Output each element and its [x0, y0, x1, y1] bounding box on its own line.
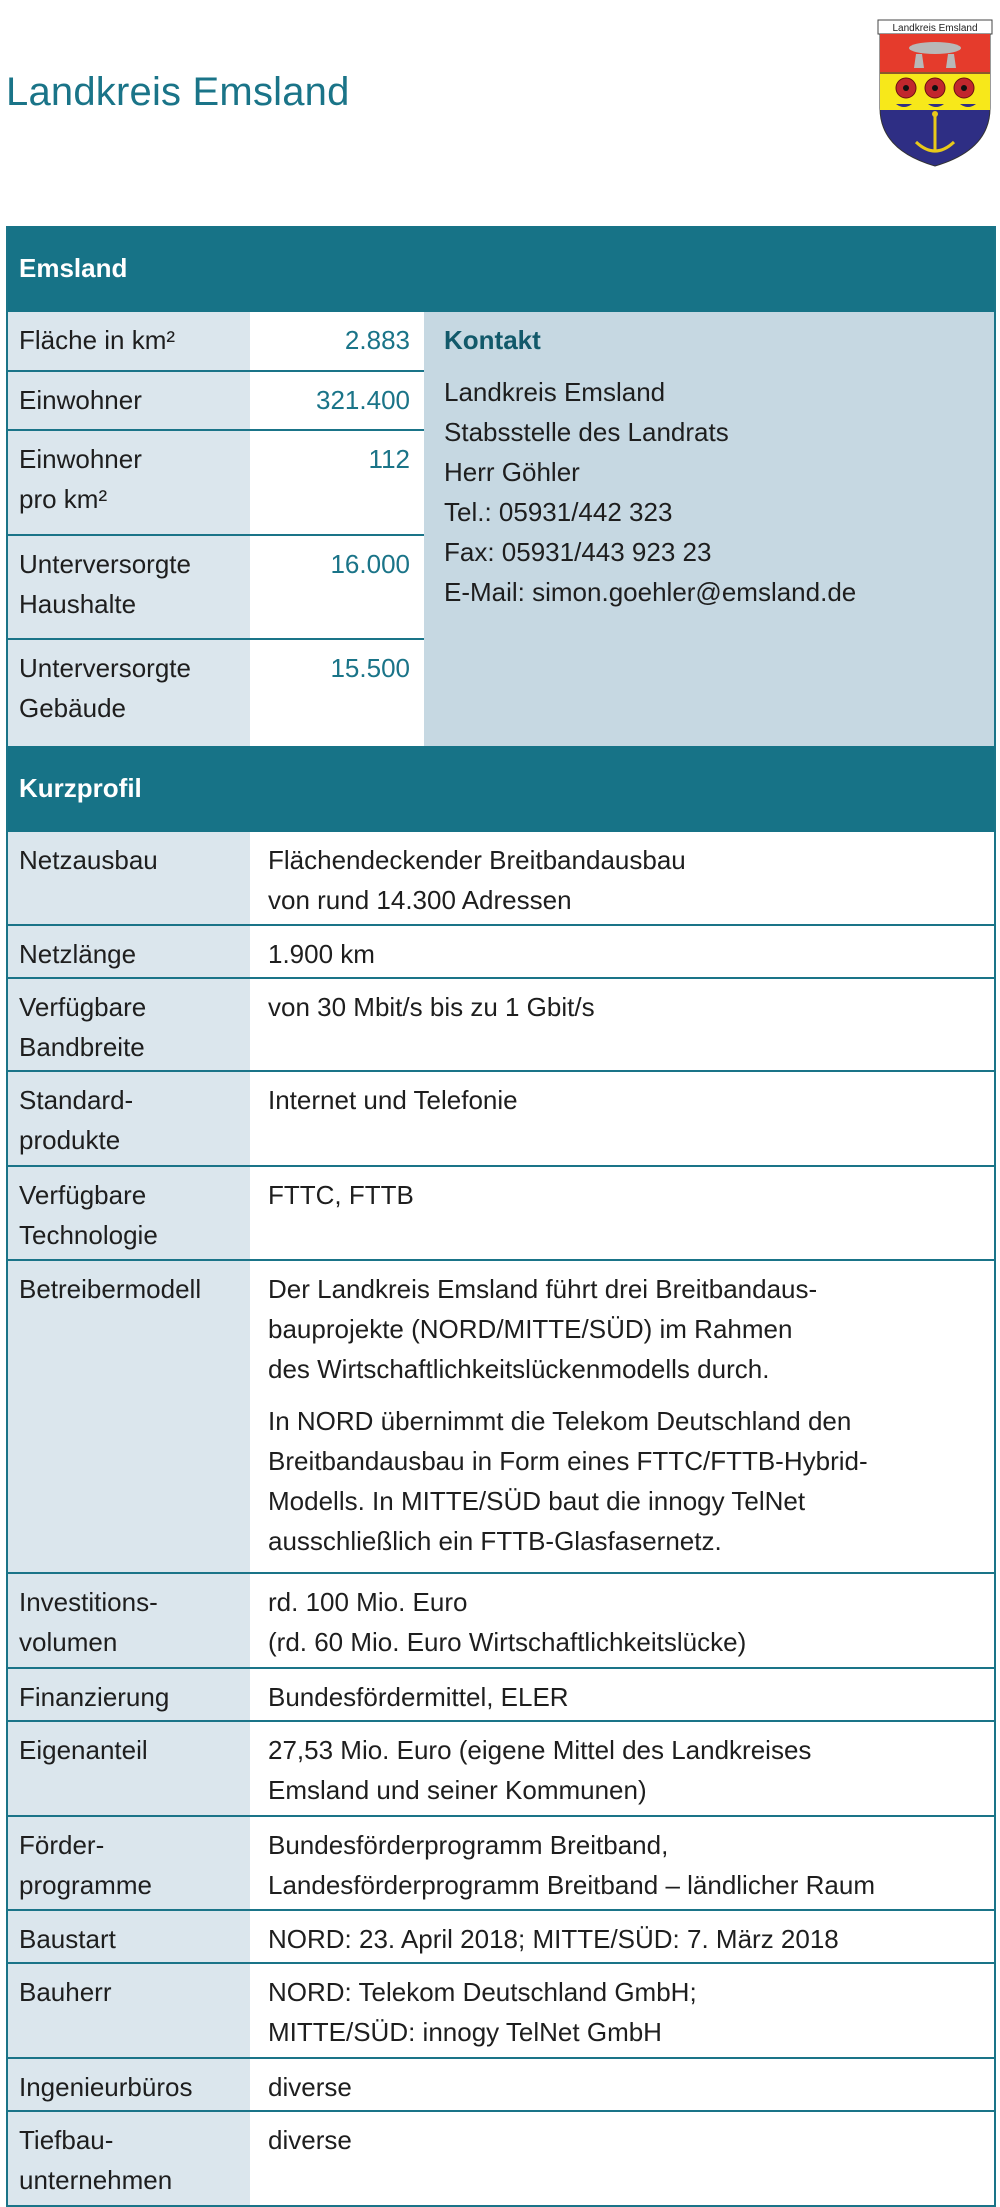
stat-label: Einwohner pro km²	[8, 431, 250, 534]
row-value	[250, 2059, 994, 2110]
row-value-paragraph: Bundesförderprogramm Breitband, Landesförderprogramm Breitband – ländlicher Raum	[268, 1830, 875, 1900]
row-label: Baustart	[8, 1911, 250, 1962]
kurzprofil-section	[6, 746, 996, 2207]
table-row	[8, 1964, 994, 2059]
row-value	[250, 2112, 994, 2205]
stat-label: Fläche in km²	[8, 312, 250, 370]
stat-value: 15.500	[250, 640, 424, 746]
stat-value: 112	[250, 431, 424, 534]
stat-row	[8, 431, 424, 536]
row-value-paragraph: 1.900 km	[268, 939, 375, 969]
row-value	[250, 1817, 994, 1909]
row-value-paragraph: Internet und Telefonie	[268, 1085, 518, 1115]
row-label: Eigenanteil	[8, 1722, 250, 1815]
row-value-paragraph: In NORD übernimmt die Telekom Deutschland den Breitbandausbau in Form eines FTTC/FTTB-Hybrid- Modells. In MITTE/SÜD baut die innogy TelNet ausschließlich ein FTTB-Glasfasernetz.	[268, 1406, 868, 1556]
row-label: Betreibermodell	[8, 1261, 250, 1572]
row-value-paragraph: rd. 100 Mio. Euro (rd. 60 Mio. Euro Wirtschaftlichkeitslücke)	[268, 1587, 747, 1657]
contact-person: Herr Göhler	[444, 457, 580, 487]
row-value-paragraph: 27,53 Mio. Euro (eigene Mittel des Landkreises Emsland und seiner Kommunen)	[268, 1735, 812, 1805]
emsland-heading: Emsland	[8, 226, 994, 312]
stat-label: Unterversorgte Haushalte	[8, 536, 250, 638]
contact-fax: Fax: 05931/443 923 23	[444, 537, 712, 567]
row-value-paragraph: diverse	[268, 2072, 352, 2102]
row-value	[250, 1964, 994, 2057]
stat-label: Einwohner	[8, 372, 250, 429]
table-row	[8, 1167, 994, 1261]
table-row	[8, 2112, 994, 2207]
table-row	[8, 979, 994, 1072]
row-value-paragraph: von 30 Mbit/s bis zu 1 Gbit/s	[268, 992, 595, 1022]
row-value-paragraph: diverse	[268, 2125, 352, 2155]
row-label: Netzlänge	[8, 926, 250, 977]
row-value	[250, 1722, 994, 1815]
row-value	[250, 926, 994, 977]
row-label: Netzausbau	[8, 832, 250, 924]
row-value	[250, 979, 994, 1070]
row-label: Bauherr	[8, 1964, 250, 2057]
row-value-paragraph: NORD: 23. April 2018; MITTE/SÜD: 7. März 2018	[268, 1924, 839, 1954]
row-label: Finanzierung	[8, 1669, 250, 1720]
table-row	[8, 926, 994, 979]
row-value-paragraph: Flächendeckender Breitbandausbau von rund 14.300 Adressen	[268, 845, 686, 915]
table-row	[8, 1072, 994, 1167]
contact-email-link[interactable]: E-Mail: simon.goehler@emsland.de	[444, 577, 857, 607]
row-label: Tiefbau- unternehmen	[8, 2112, 250, 2205]
row-label: Verfügbare Technologie	[8, 1167, 250, 1259]
row-value	[250, 1911, 994, 1962]
kurzprofil-heading: Kurzprofil	[8, 746, 994, 832]
table-row	[8, 1669, 994, 1722]
row-value	[250, 1261, 994, 1572]
row-label: Ingenieurbüros	[8, 2059, 250, 2110]
row-value-paragraph: NORD: Telekom Deutschland GmbH; MITTE/SÜD: innogy TelNet GmbH	[268, 1977, 697, 2047]
stat-row	[8, 536, 424, 640]
coat-banner-text: Landkreis Emsland	[892, 23, 978, 34]
stat-row	[8, 372, 424, 431]
contact-title: Kontakt	[444, 325, 541, 355]
contact-department: Stabsstelle des Landrats	[444, 417, 729, 447]
contact-phone: Tel.: 05931/442 323	[444, 497, 673, 527]
stat-row	[8, 640, 424, 746]
row-label: Förder- programme	[8, 1817, 250, 1909]
row-label: Verfügbare Bandbreite	[8, 979, 250, 1070]
stat-value: 2.883	[250, 312, 424, 370]
table-row	[8, 1261, 994, 1574]
stat-label: Unterversorgte Gebäude	[8, 640, 250, 746]
row-value	[250, 1574, 994, 1667]
row-value	[250, 1669, 994, 1720]
row-value-paragraph: Bundesfördermittel, ELER	[268, 1682, 569, 1712]
row-value-paragraph: FTTC, FTTB	[268, 1180, 414, 1210]
coat-of-arms-icon	[876, 18, 994, 168]
page-title: Landkreis Emsland	[6, 70, 350, 114]
table-row	[8, 2059, 994, 2112]
table-row	[8, 832, 994, 926]
row-label: Standard- produkte	[8, 1072, 250, 1165]
emsland-section	[6, 226, 996, 746]
stat-row	[8, 312, 424, 372]
kurzprofil-table	[8, 832, 994, 2207]
row-value	[250, 832, 994, 924]
table-row	[8, 1722, 994, 1817]
contact-organization: Landkreis Emsland	[444, 377, 666, 407]
row-label: Investitions- volumen	[8, 1574, 250, 1667]
table-row	[8, 1817, 994, 1911]
contact-panel	[424, 312, 994, 746]
row-value-paragraph: Der Landkreis Emsland führt drei Breitbandaus- bauprojekte (NORD/MITTE/SÜD) im Rahmen des Wirtschaftlichkeitslückenmodells durch.	[268, 1274, 818, 1384]
stat-value: 321.400	[250, 372, 424, 429]
row-value	[250, 1072, 994, 1165]
table-row	[8, 1574, 994, 1669]
row-value	[250, 1167, 994, 1259]
emsland-stats	[8, 312, 424, 746]
stat-value: 16.000	[250, 536, 424, 638]
table-row	[8, 1911, 994, 1964]
